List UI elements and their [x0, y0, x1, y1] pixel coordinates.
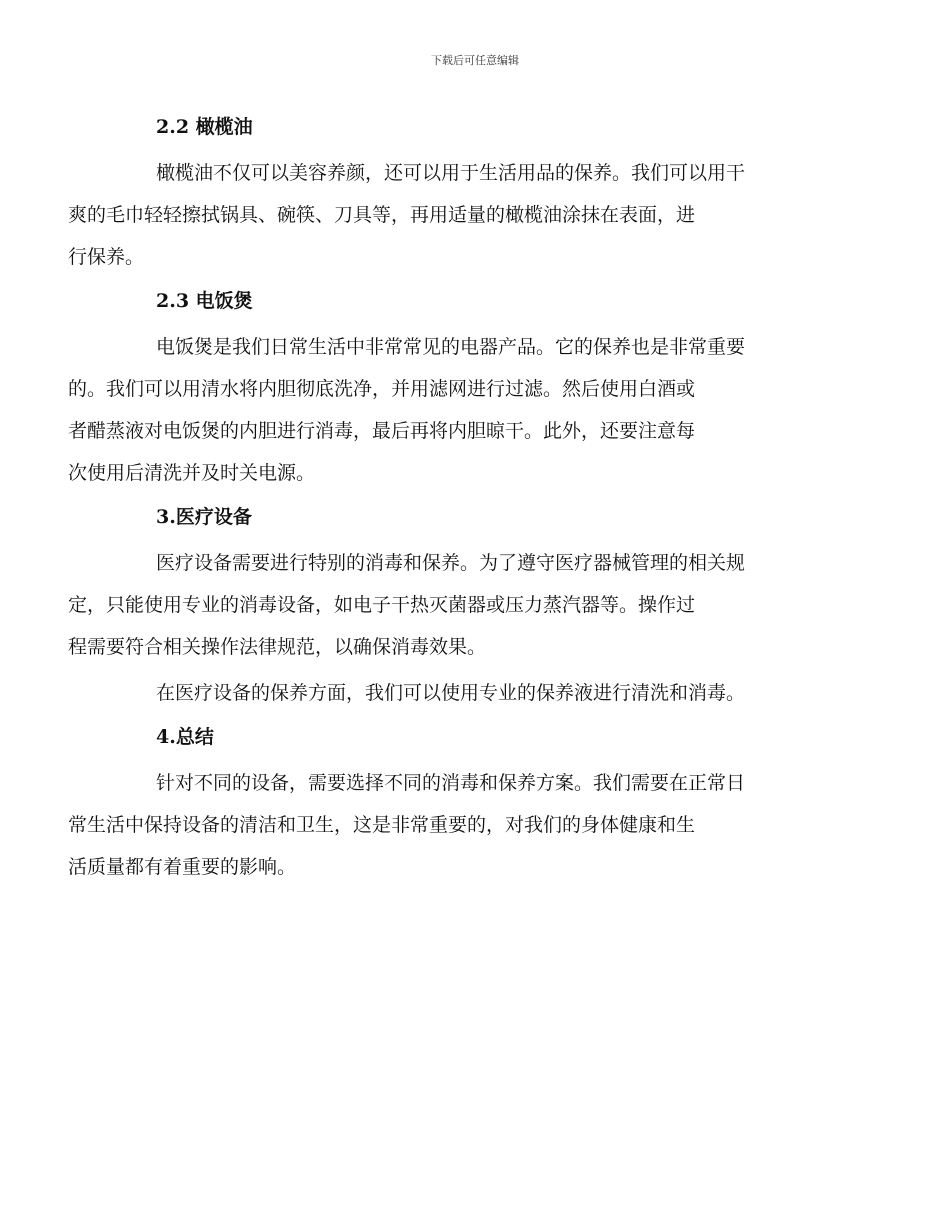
- section-heading-rice-cooker: 2.3 电饭煲: [156, 290, 253, 312]
- text-line: 的。我们可以用清水将内胆彻底洗净，并用滤网进行过滤。然后使用白酒或: [68, 378, 696, 400]
- section-heading-medical-equipment: 3.医疗设备: [156, 506, 252, 528]
- text-line: 医疗设备需要进行特别的消毒和保养。为了遵守医疗器械管理的相关规: [156, 552, 746, 574]
- section-heading-summary: 4.总结: [156, 726, 214, 748]
- text-line: 常生活中保持设备的清洁和卫生，这是非常重要的，对我们的身体健康和生: [68, 814, 696, 836]
- paragraph-medical-maintenance: [112, 672, 832, 714]
- text-line: 针对不同的设备，需要选择不同的消毒和保养方案。我们需要在正常日: [156, 772, 746, 794]
- text-line: 者醋蒸液对电饭煲的内胆进行消毒，最后再将内胆晾干。此外，还要注意每: [68, 420, 696, 442]
- text-line: 次使用后清洗并及时关电源。: [68, 462, 316, 484]
- paragraph-summary: [68, 762, 832, 888]
- text-line: 电饭煲是我们日常生活中非常常见的电器产品。它的保养也是非常重要: [156, 336, 746, 358]
- paragraph-medical-equipment: [68, 542, 832, 668]
- text-line: 爽的毛巾轻轻擦拭锅具、碗筷、刀具等，再用适量的橄榄油涂抹在表面，进: [68, 204, 696, 226]
- paragraph-olive-oil: [68, 152, 832, 278]
- text-line: 行保养。: [68, 246, 145, 268]
- text-line: 程需要符合相关操作法律规范，以确保消毒效果。: [68, 636, 487, 658]
- header-note: 下载后可任意编辑: [431, 54, 519, 67]
- paragraph-rice-cooker: [68, 326, 832, 494]
- section-heading-olive-oil: 2.2 橄榄油: [156, 116, 253, 138]
- text-line: 在医疗设备的保养方面，我们可以使用专业的保养液进行清洗和消毒。: [156, 682, 746, 704]
- document-body: [68, 108, 832, 892]
- text-line: 定，只能使用专业的消毒设备，如电子干热灭菌器或压力蒸汽器等。操作过: [68, 594, 696, 616]
- text-line: 活质量都有着重要的影响。: [68, 856, 297, 878]
- text-line: 橄榄油不仅可以美容养颜，还可以用于生活用品的保养。我们可以用干: [156, 162, 746, 184]
